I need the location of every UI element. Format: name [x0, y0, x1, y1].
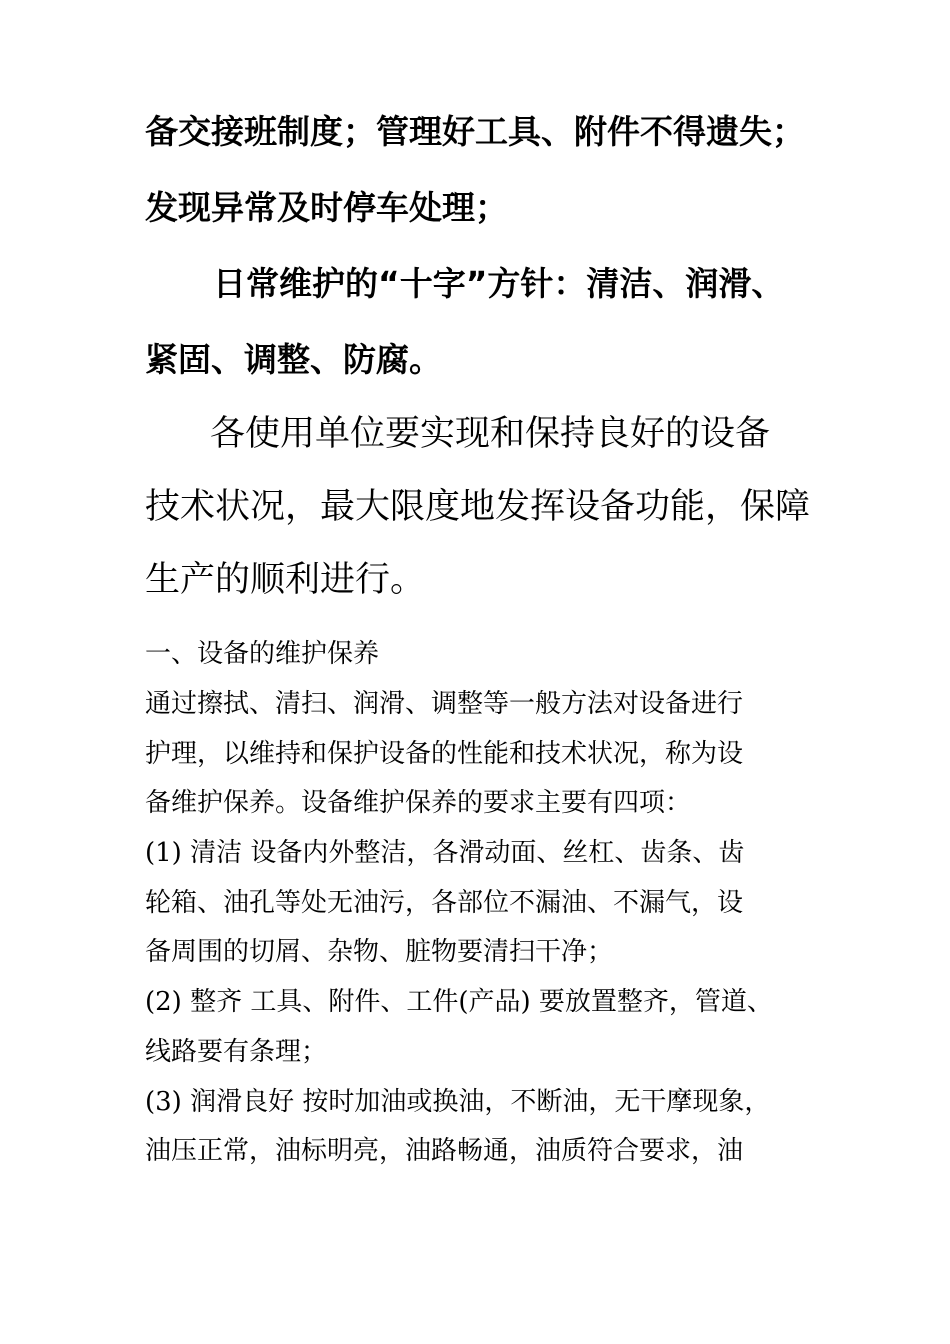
- serif-line-10: 油压正常，油标明亮，油路畅通，油质符合要求，油: [145, 1136, 744, 1166]
- serif-line-1: 通过擦拭、清扫、润滑、调整等一般方法对设备进行: [145, 689, 744, 719]
- bold-paragraph-line-2: 发现异常及时停车处理；: [145, 188, 508, 227]
- bold-paragraph-line-1: 备交接班制度；管理好工具、附件不得遗失；: [145, 112, 805, 151]
- serif-line-5: 轮箱、油孔等处无油污，各部位不漏油、不漏气，设: [145, 888, 744, 918]
- serif-line-7: (2) 整齐 工具、附件、工件(产品) 要放置整齐，管道、: [145, 987, 773, 1017]
- section-heading: 一、设备的维护保养: [145, 639, 380, 669]
- serif-line-9: (3) 润滑良好 按时加油或换油，不断油，无干摩现象，: [145, 1087, 771, 1117]
- body-paragraph-line-1: 各使用单位要实现和保持良好的设备: [210, 414, 771, 454]
- serif-line-4: (1) 清洁 设备内外整洁，各滑动面、丝杠、齿条、齿: [145, 838, 745, 868]
- serif-line-8: 线路要有条理；: [145, 1037, 328, 1067]
- serif-line-3: 备维护保养。设备维护保养的要求主要有四项：: [145, 788, 692, 818]
- bold-paragraph-line-4: 紧固、调整、防腐。: [145, 340, 442, 379]
- body-paragraph-line-2: 技术状况，最大限度地发挥设备功能，保障: [145, 487, 811, 527]
- serif-line-2: 护理，以维持和保护设备的性能和技术状况，称为设: [145, 739, 744, 769]
- bold-paragraph-line-3: 日常维护的“十字”方针：清洁、润滑、: [213, 264, 785, 303]
- serif-line-6: 备周围的切屑、杂物、脏物要清扫干净；: [145, 937, 614, 967]
- body-paragraph-line-3: 生产的顺利进行。: [145, 560, 426, 600]
